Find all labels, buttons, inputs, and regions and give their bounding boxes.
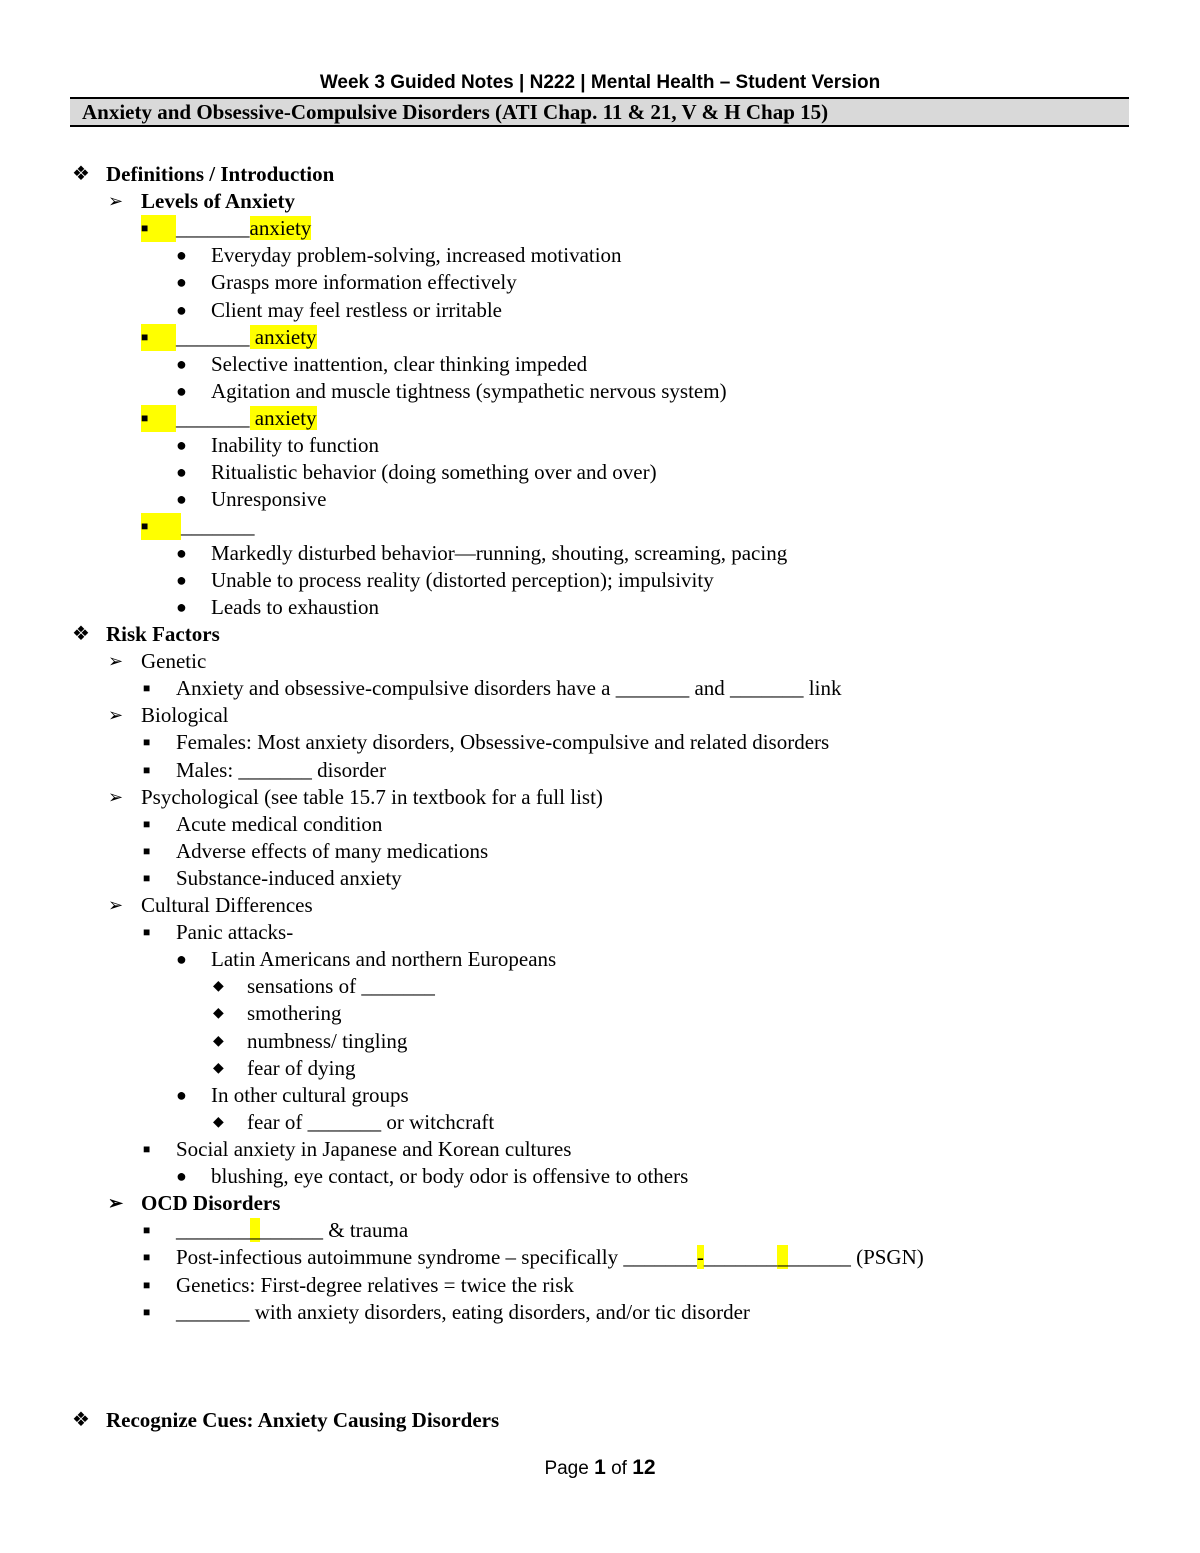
item-text: Grasps more information effectively [211,270,517,294]
section-title: Anxiety and Obsessive-Compulsive Disorders (ATI Chap. 11 & 21, V & H Chap 15) [70,97,1129,127]
dot-bullet-icon: ● [176,597,187,617]
diamond-small-bullet-icon: ◆ [213,1006,224,1021]
arrow-bullet-icon: ➢ [108,787,124,807]
dot-bullet-icon: ● [176,543,187,563]
square-bullet-icon: ■ [143,735,151,749]
item-text: Genetics: First-degree relatives = twice the risk [176,1273,574,1297]
outline-item [141,324,317,351]
blank: _______ [176,325,250,349]
item-text: Adverse effects of many medications [176,839,489,863]
item-text: Genetic [141,649,207,673]
item-text: Selective inattention, clear thinking impeded [211,352,588,376]
item-text: Psychological (see table 15.7 in textbook for a full list) [141,785,603,809]
item-text: Anxiety and obsessive-compulsive disorders have a _______ and _______ link [176,676,842,700]
item-text: Cultural Differences [141,893,313,917]
diamond-bullet-icon: ❖ [72,623,90,645]
subheading-levels: Levels of Anxiety [141,189,295,213]
item-text: fear of dying [247,1056,356,1080]
item-text: In other cultural groups [211,1083,409,1107]
square-bullet-icon: ■ [143,844,151,858]
item-text: Substance-induced anxiety [176,866,402,890]
dot-bullet-icon: ● [176,381,187,401]
item-text: Biological [141,703,229,727]
arrow-bullet-icon: ➢ [108,895,124,915]
item-text: fear of _______ or witchcraft [247,1110,495,1134]
blank: _______ [176,1218,250,1242]
dot-bullet-icon: ● [176,489,187,509]
square-bullet-icon: ■ [141,324,176,351]
square-bullet-icon: ■ [141,215,176,242]
dot-bullet-icon: ● [176,435,187,455]
square-bullet-icon: ■ [143,681,151,695]
page-total: 12 [632,1456,656,1479]
item-text: Unresponsive [211,487,327,511]
item-text: Ritualistic behavior (doing something over and over) [211,460,657,484]
diamond-small-bullet-icon: ◆ [213,979,224,994]
diamond-bullet-icon: ❖ [72,1409,90,1431]
highlight-text: anxiety [249,216,312,240]
heading-definitions: Definitions / Introduction [106,162,335,186]
blank: _______ [176,406,250,430]
item-text-tail: ______ (PSGN) [787,1245,924,1269]
dot-bullet-icon: ● [176,354,187,374]
square-bullet-icon: ■ [143,817,151,831]
diamond-small-bullet-icon: ◆ [213,1061,224,1076]
outline-item [141,405,317,432]
diamond-bullet-icon: ❖ [72,163,90,185]
outline-item [141,513,255,540]
outline-item [141,215,311,242]
highlight-text: _ [777,1245,788,1269]
blank: _______ [181,514,255,538]
dot-bullet-icon: ● [176,300,187,320]
arrow-bullet-icon: ➢ [108,651,124,671]
page-number: 1 [594,1456,606,1479]
item-text: Social anxiety in Japanese and Korean cultures [176,1137,572,1161]
item-text: sensations of _______ [247,974,435,998]
highlight-text: anxiety [249,406,317,430]
diamond-small-bullet-icon: ◆ [213,1034,224,1049]
square-bullet-icon: ■ [143,1305,151,1319]
item-text: Males: _______ disorder [176,758,386,782]
item-text-head: Post-infectious autoimmune syndrome – specifically _______ [176,1245,697,1269]
square-bullet-icon: ■ [143,1278,151,1292]
square-bullet-icon: ■ [143,763,151,777]
arrow-bullet-icon: ➢ [108,191,124,211]
item-text: blushing, eye contact, or body odor is offensive to others [211,1164,689,1188]
item-text: numbness/ tingling [247,1029,408,1053]
dot-bullet-icon: ● [176,570,187,590]
item-text: Unable to process reality (distorted perception); impulsivity [211,568,714,592]
item-text [176,1244,924,1271]
square-bullet-icon: ■ [143,871,151,885]
square-bullet-icon: ■ [141,405,176,432]
heading-risk-factors: Risk Factors [106,622,220,646]
dot-bullet-icon: ● [176,1085,187,1105]
document-header: Week 3 Guided Notes | N222 | Mental Health – Student Version [319,72,881,93]
square-bullet-icon: ■ [143,925,151,939]
dot-bullet-icon: ● [176,272,187,292]
item-text: Client may feel restless or irritable [211,298,502,322]
item-text: Females: Most anxiety disorders, Obsessive-compulsive and related disorders [176,730,830,754]
heading-recognize-cues: Recognize Cues: Anxiety Causing Disorders [106,1408,500,1432]
item-text: Acute medical condition [176,812,383,836]
item-text: Leads to exhaustion [211,595,379,619]
dot-bullet-icon: ● [176,245,187,265]
item-text: _______ with anxiety disorders, eating disorders, and/or tic disorder [176,1300,750,1324]
item-text: Latin Americans and northern Europeans [211,947,557,971]
arrow-bullet-icon: ➢ [108,705,124,725]
item-text: Everyday problem-solving, increased motivation [211,243,622,267]
item-text: Panic attacks- [176,920,294,944]
diamond-small-bullet-icon: ◆ [213,1115,224,1130]
square-bullet-icon: ■ [143,1250,151,1264]
item-text-tail: ______ & trauma [260,1218,409,1242]
item-text [176,1217,408,1244]
subheading-ocd: OCD Disorders [141,1191,281,1215]
dot-bullet-icon: ● [176,949,187,969]
highlight-text: anxiety [249,325,317,349]
page-footer [0,1456,1200,1480]
of-label: of [611,1458,627,1479]
square-bullet-icon: ■ [141,513,181,540]
blank: _______ [176,216,250,240]
square-bullet-icon: ■ [143,1142,151,1156]
page-label: Page [544,1458,589,1479]
highlight-text: _ [249,1218,260,1242]
item-text: Agitation and muscle tightness (sympathetic nervous system) [211,379,727,403]
square-bullet-icon: ■ [143,1223,151,1237]
item-text: smothering [247,1001,342,1025]
dot-bullet-icon: ● [176,462,187,482]
arrow-bullet-icon: ➢ [108,1193,124,1213]
blank: _______ [703,1245,778,1269]
item-text: Inability to function [211,433,379,457]
highlight-text: - [696,1245,704,1269]
dot-bullet-icon: ● [176,1166,187,1186]
item-text: Markedly disturbed behavior—running, shouting, screaming, pacing [211,541,788,565]
